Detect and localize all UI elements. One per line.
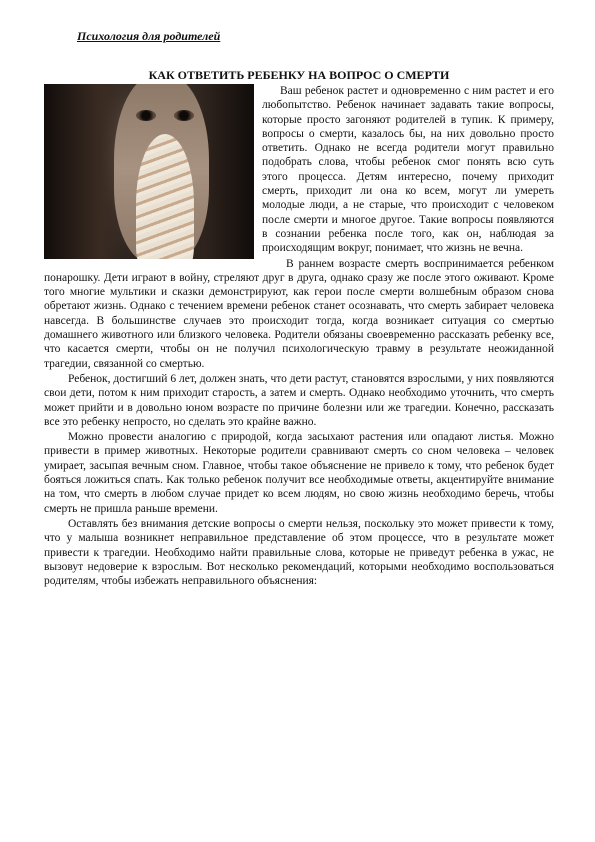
- paragraph-4: Можно провести аналогию с природой, когда засыхают растения или опадают листья. Можно привести в пример животных. Некоторые родители сравнивают смерть со сном человека – человек умирает, засыпая вечным сном. Главное, чтобы такое объяснение не привело к тому, что ребенок будет бояться ложиться спать. Как только ребенок получит все необходимые ответы, акцентируйте внимание на том, что смерть в любом случае придет ко всем людям, но свою жизнь необходимо беречь, чтобы смерть не пришла раньше времени.: [44, 431, 554, 515]
- paragraph-2: В раннем возрасте смерть воспринимается ребенком понарошку. Дети играют в войну, стреляют друг в друга, однако сразу же после этого оживают. Кроме того многие мультики и сказки демонстрируют, как герои после смерти волшебным образом снова обретают жизнь. Однако с течением времени ребенок станет осознавать, что смерть забирает человека навсегда. В большинстве случаев это происходит тогда, когда возникает ситуация со смертью домашнего животного или близкого человека. Родители обязаны своевременно рассказать ребенку все, что касается смерти, чтобы он не получил психологическую травму в результате неожиданной трагедии, связанной со смертью.: [44, 257, 554, 370]
- paragraph-3: Ребенок, достигший 6 лет, должен знать, что дети растут, становятся взрослыми, у них появляются свои дети, потом к ним приходит старость, а затем и смерть. Однако необходимо уточнить, что смерть может прийти и в довольно юном возрасте по причине болезни или же трагедии. Конечно, рассказать все это ребенку непросто, но сделать это крайне важно.: [44, 372, 554, 428]
- paragraph-1: Ваш ребенок растет и одновременно с ним растет и его любопытство. Ребенок начинает задавать такие вопросы, которые просто загоняют родителей в тупик. К примеру, вопросы о смерти, казалось бы, на них довольно просто ответить. Однако не всегда родители могут правильно подобрать слова, чтобы ребенок смог понять всю суть этого процесса. Детям интересно, почему приходит смерть, приходит ли она ко всем, могут ли умереть молодые люди, а не старые, что происходит с человеком после смерти и многое другое. Такие вопросы появляются в сознании ребенка после того, как он, наблюдая за происходящим вокруг, понимает, что жизнь не вечна.: [262, 85, 554, 255]
- photo-spacer: [44, 84, 262, 268]
- article-body: [44, 84, 554, 589]
- paragraph-5: Оставлять без внимания детские вопросы о смерти нельзя, поскольку это может привести к тому, что у малыша возникнет неправильное представление об этом процессе, что в результате может привести к трагедии. Необходимо найти правильные слова, которые не приведут ребенка в ужас, не вызовут недоверие к взрослым. Вот несколько рекомендаций, которыми необходимо воспользоваться родителям, чтобы избежать неправильного объяснения:: [44, 517, 554, 588]
- article-title: КАК ОТВЕТИТЬ РЕБЕНКУ НА ВОПРОС О СМЕРТИ: [148, 68, 450, 82]
- section-header: Психология для родителей: [77, 29, 221, 43]
